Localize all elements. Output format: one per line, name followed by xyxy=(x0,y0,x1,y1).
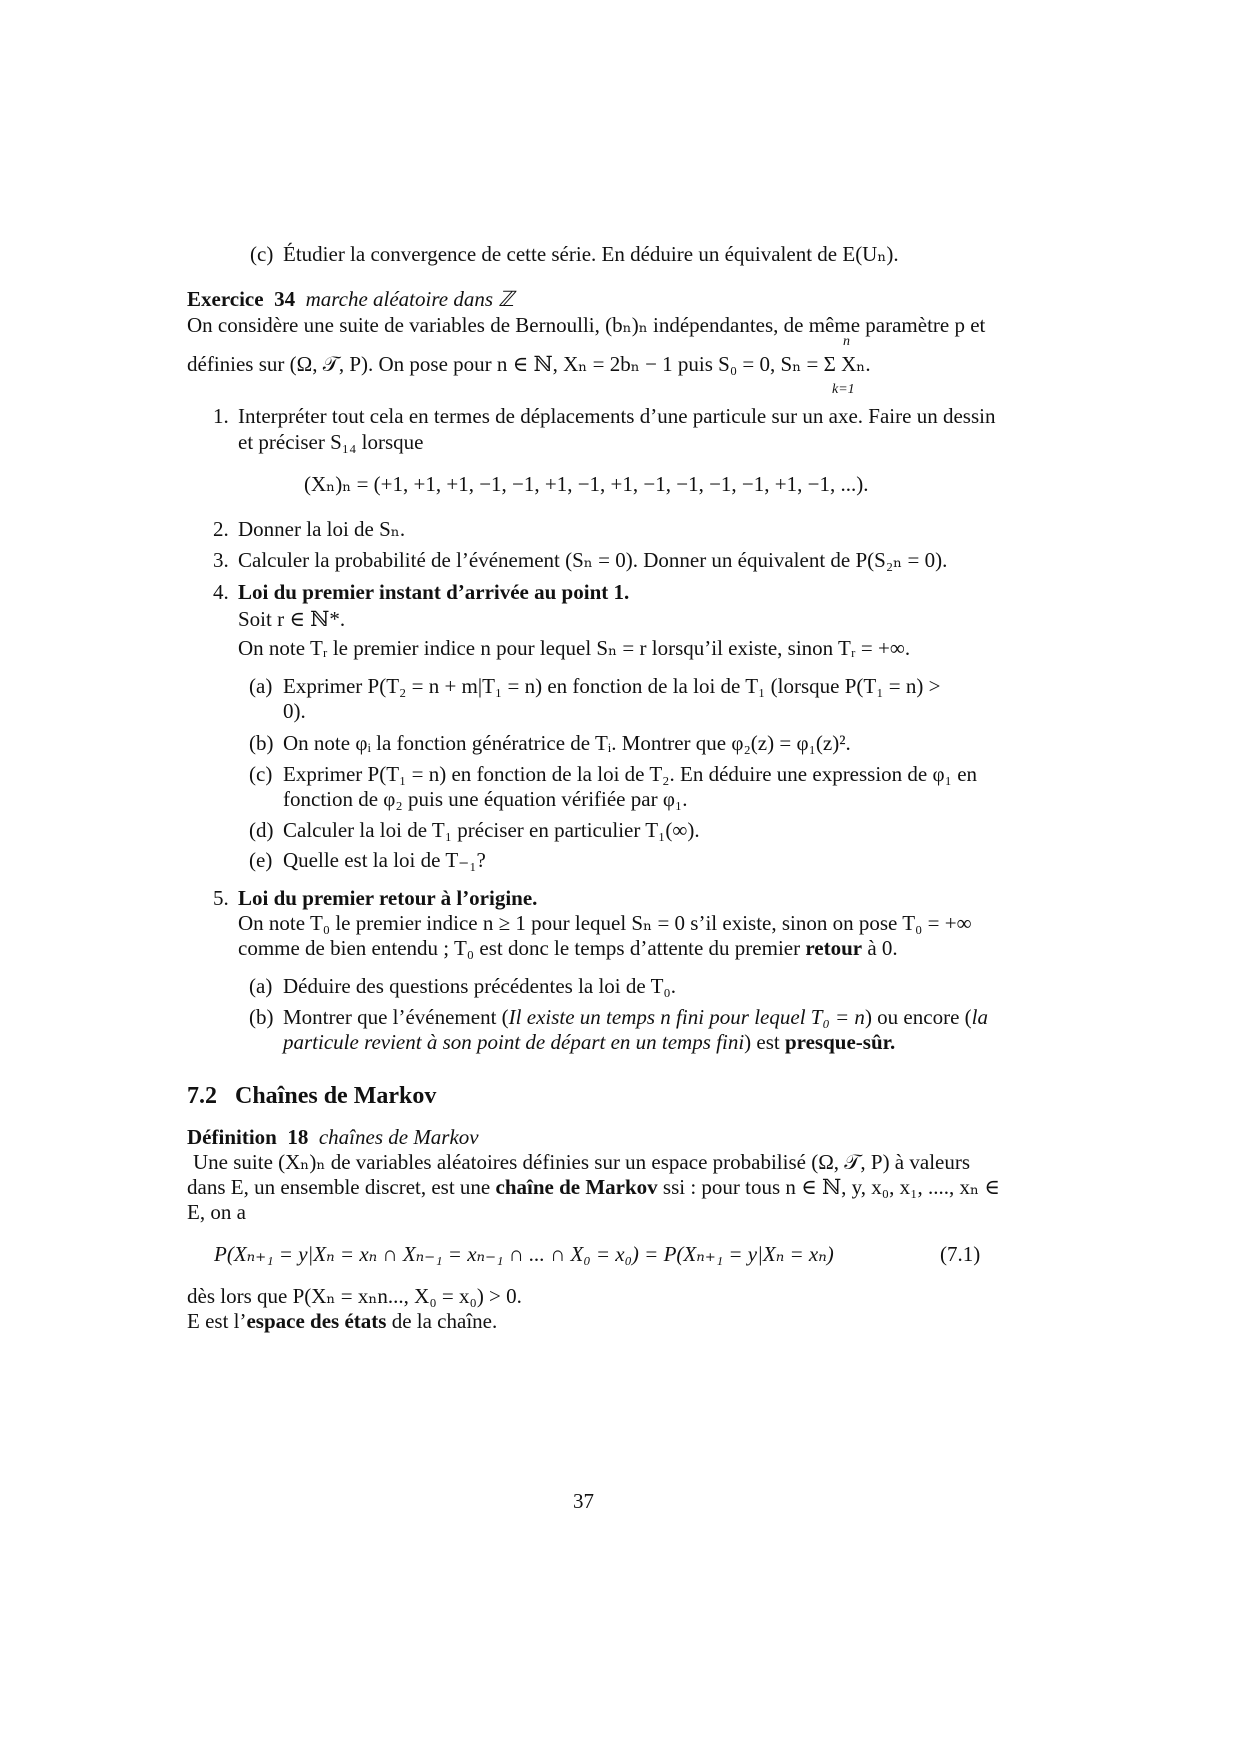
q5a-label: (a) xyxy=(249,974,273,998)
q4-line2: On note Tᵣ le premier indice n pour lequel Sₙ = r lorsqu’il existe, sinon Tᵣ = +∞. xyxy=(238,636,911,660)
q5b-label: (b) xyxy=(249,1005,274,1029)
q5-title xyxy=(238,886,537,911)
q5-line1: On note T₀ le premier indice n ≥ 1 pour lequel Sₙ = 0 s’il existe, sinon on pose T₀ = +∞ xyxy=(238,911,972,935)
q4-line1: Soit r ∈ ℕ*. xyxy=(238,607,346,631)
definition-word: Définition xyxy=(187,1125,277,1149)
exercise-intro-line1: On considère une suite de variables de Bernoulli, (bₙ)ₙ indépendantes, de même paramètre p et xyxy=(187,313,986,337)
q5b-l2-c: presque-sûr. xyxy=(784,1030,896,1054)
q5b-line1 xyxy=(283,1005,988,1030)
section-number: 7.2 xyxy=(187,1083,217,1109)
definition-heading xyxy=(187,1125,479,1150)
q2-number: 2. xyxy=(213,517,229,541)
definition-line3: E, on a xyxy=(187,1200,246,1224)
q4d-label: (d) xyxy=(249,818,274,842)
definition-line1: Une suite (Xₙ)ₙ de variables aléatoires définies sur un espace probabilisé (Ω, 𝒯, P) à valeurs xyxy=(193,1150,971,1174)
q4d-line1: Calculer la loi de T₁ préciser en particulier T₁(∞). xyxy=(283,818,700,842)
definition-title: chaînes de Markov xyxy=(318,1125,479,1149)
exercise-heading xyxy=(187,287,514,312)
top-item-label: (c) xyxy=(250,242,274,266)
q4e-label: (e) xyxy=(249,848,273,872)
def-a2-c: de la chaîne. xyxy=(391,1309,498,1333)
q5b-l2-b: ) est xyxy=(744,1030,780,1054)
q4b-line1: On note φᵢ la fonction génératrice de Tᵢ. Montrer que φ₂(z) = φ₁(z)². xyxy=(283,731,851,755)
q4a-line2: 0). xyxy=(283,699,306,723)
def-l2-b: chaîne de Markov xyxy=(495,1175,658,1199)
q1-line1: Interpréter tout cela en termes de déplacements d’une particule sur un axe. Faire un dessin xyxy=(238,404,996,428)
q4c-line2: fonction de φ₂ puis une équation vérifiée par φ₁. xyxy=(283,787,688,811)
q5b-l2-a: particule revient à son point de départ en un temps fini xyxy=(283,1030,745,1054)
exercise-intro-line2: définies sur (Ω, 𝒯, P). On pose pour n ∈ ℕ, Xₙ = 2bₙ − 1 puis S₀ = 0, Sₙ = Σ Xₙ. xyxy=(187,352,871,376)
q4-title xyxy=(238,580,629,605)
q5-line2-bold: retour xyxy=(805,936,863,960)
q5-title-text: Loi du premier retour à l’origine. xyxy=(238,886,538,910)
q5b-l1-a: Montrer que l’événement ( xyxy=(283,1005,509,1029)
q1-number: 1. xyxy=(213,404,229,428)
q4-number: 4. xyxy=(213,580,229,604)
exercise-title: marche aléatoire dans ℤ xyxy=(305,287,514,311)
q1-sequence: (Xₙ)ₙ = (+1, +1, +1, −1, −1, +1, −1, +1, −1, −1, −1, −1, +1, −1, ...). xyxy=(304,472,869,496)
exercise-word: Exercice xyxy=(187,287,264,311)
section-heading xyxy=(187,1082,436,1111)
q5a-text: Déduire des questions précédentes la loi de T₀. xyxy=(283,974,676,998)
q4a-line1: Exprimer P(T₂ = n + m|T₁ = n) en fonction de la loi de T₁ (lorsque P(T₁ = n) > xyxy=(283,674,941,698)
definition-after2 xyxy=(187,1309,497,1334)
def-l2-c: ssi : pour tous n ∈ ℕ, y, x₀, x₁, ...., xₙ ∈ xyxy=(662,1175,1000,1199)
q5b-l1-c: ) ou encore ( xyxy=(864,1005,972,1029)
definition-after1: dès lors que P(Xₙ = xₙn..., X₀ = x₀) > 0. xyxy=(187,1284,522,1308)
q2-text: Donner la loi de Sₙ. xyxy=(238,517,406,541)
q3-text: Calculer la probabilité de l’événement (Sₙ = 0). Donner un équivalent de P(S₂ₙ = 0). xyxy=(238,548,948,572)
q5b-l1-d: la xyxy=(971,1005,988,1029)
q4c-label: (c) xyxy=(249,762,273,786)
q5-line2 xyxy=(238,936,898,961)
q4e-line1: Quelle est la loi de T₋₁? xyxy=(283,848,486,872)
sum-lower-limit: k=1 xyxy=(832,382,855,397)
q4-title-text: Loi du premier instant d’arrivée au point 1. xyxy=(238,580,630,604)
def-a2-a: E est l’ xyxy=(187,1309,247,1333)
section-title: Chaînes de Markov xyxy=(235,1083,437,1109)
markov-equation: P(Xₙ₊₁ = y|Xₙ = xₙ ∩ Xₙ₋₁ = xₙ₋₁ ∩ ... ∩ X₀ = x₀) = P(Xₙ₊₁ = y|Xₙ = xₙ) xyxy=(214,1242,834,1266)
exercise-number: 34 xyxy=(274,287,296,311)
q5-number: 5. xyxy=(213,886,229,910)
definition-line2 xyxy=(187,1175,1000,1200)
q1-line2: et préciser S₁₄ lorsque xyxy=(238,430,424,454)
q5b-l1-b: Il existe un temps n fini pour lequel T₀ = n xyxy=(508,1005,865,1029)
definition-number: 18 xyxy=(287,1125,309,1149)
q4b-label: (b) xyxy=(249,731,274,755)
q3-number: 3. xyxy=(213,548,229,572)
q5b-line2 xyxy=(283,1030,895,1055)
q4a-label: (a) xyxy=(249,674,273,698)
def-l2-a: dans E, un ensemble discret, est une xyxy=(187,1175,491,1199)
sum-upper-limit: n xyxy=(843,334,850,349)
q5-line2-part3: à 0. xyxy=(867,936,898,960)
equation-label: (7.1) xyxy=(940,1242,981,1266)
top-item-text: Étudier la convergence de cette série. En déduire un équivalent de E(Uₙ). xyxy=(283,242,899,266)
def-a2-b: espace des états xyxy=(246,1309,387,1333)
q5-line2-part1: comme de bien entendu ; T₀ est donc le temps d’attente du premier xyxy=(238,936,801,960)
q4c-line1: Exprimer P(T₁ = n) en fonction de la loi de T₂. En déduire une expression de φ₁ en xyxy=(283,762,978,786)
page-number: 37 xyxy=(573,1489,594,1513)
